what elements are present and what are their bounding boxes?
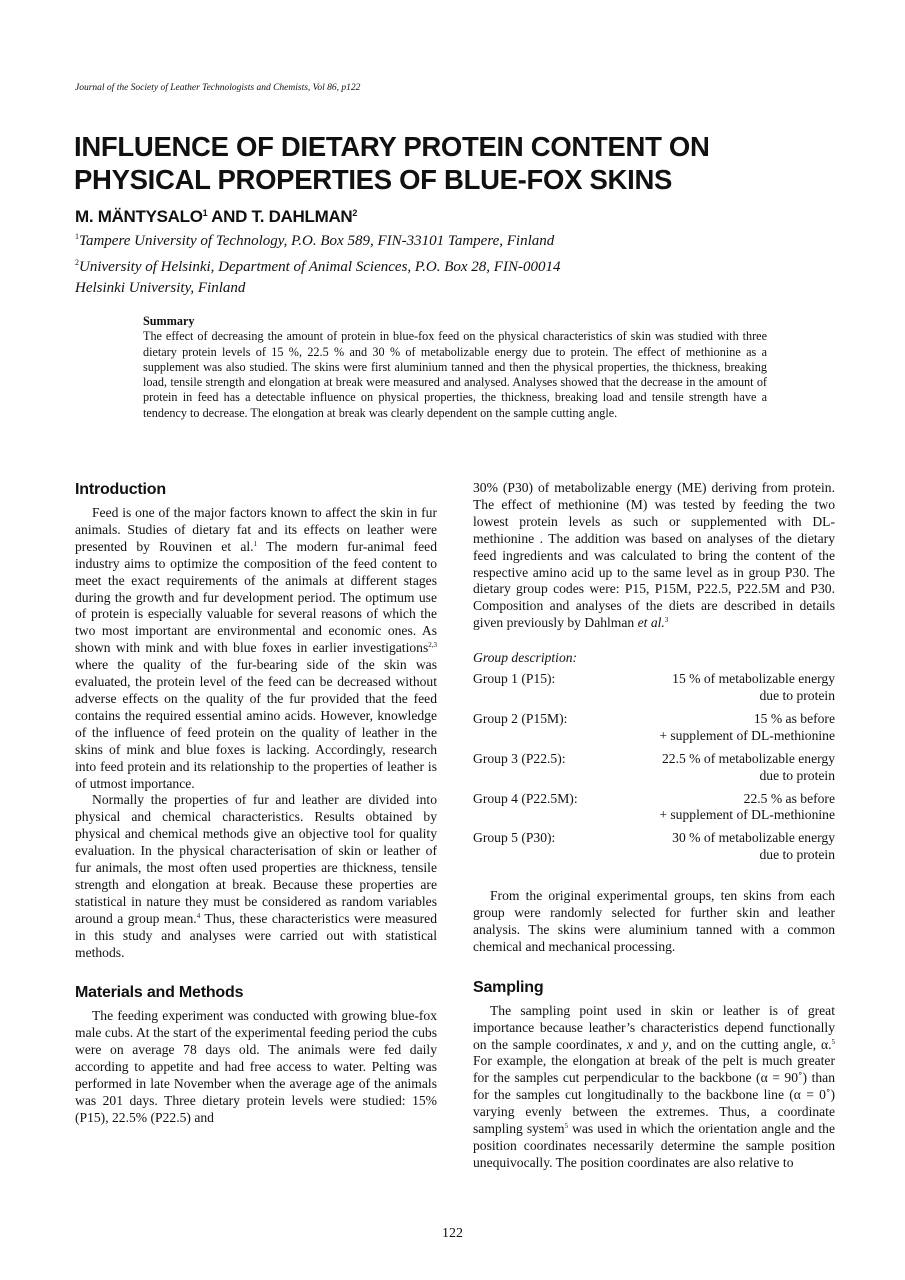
- title-line-1: INFLUENCE OF DIETARY PROTEIN CONTENT ON: [74, 131, 710, 162]
- intro-p1-text-c: where the quality of the fur-bearing side of the skin was evaluated, the protein level of the feed can be decreased without adverse effects on the quality of the fur provided that the feed contains the required essential amino acids. However, knowledge of the influence of feed protein on the quality of leather in the skins of mink and blue foxes is lacking. Accordingly, research into feed protein and its relationship to the properties of leather is of utmost importance.: [75, 657, 437, 791]
- affiliation-3: Helsinki University, Finland: [75, 280, 246, 296]
- group-desc-line: 22.5 % as before: [743, 790, 835, 806]
- affiliations: [75, 226, 560, 299]
- sampling-paragraph-1: [473, 1003, 835, 1172]
- group-desc-line: 15 % of metabolizable energy: [672, 671, 835, 687]
- sampling-text-and: and: [633, 1036, 663, 1052]
- methods-paragraph-1-continued: [473, 480, 835, 632]
- citation-ref: 5: [831, 1037, 835, 1046]
- author-2: AND T. DAHLMAN: [207, 207, 353, 226]
- affiliation-2-text: University of Helsinki, Department of Animal Sciences, P.O. Box 28, FIN-00014: [79, 259, 561, 275]
- affiliation-1: [75, 226, 560, 252]
- author-2-affil-mark: 2: [352, 208, 358, 218]
- authors: [75, 202, 357, 228]
- citation-ref: 5: [564, 1122, 569, 1131]
- group-list: [473, 671, 835, 864]
- methods-paragraph-2: From the original experimental groups, ten skins from each group were randomly selected for further skin and leather analysis. The skins were aluminium tanned with a common chemical and mechanical processing.: [473, 888, 835, 954]
- group-desc: [659, 711, 835, 745]
- left-column: [75, 480, 437, 1127]
- page-number: 122: [442, 1226, 463, 1241]
- intro-p2-text-b: Thus, these characteristics were measured in this study and analyses were carried out with statistical methods.: [75, 910, 437, 960]
- spacer: [473, 870, 835, 888]
- summary-text: The effect of decreasing the amount of protein in blue-fox feed on the physical characteristics of skin was studied with three dietary protein levels of 15 %, 22.5 % and 30 % of metabolizable energy due to protein. The effect of methionine as a supplement was also studied. The skins were first aluminium tanned and then the physical properties, the thickness, breaking load, tensile strength and elongation at break were measured and analysed. Analyses showed that the decrease in the amount of protein in feed has a detectable influence on physical properties, the thickness, breaking load and tensile strength have a tendency to decrease. The elongation at break was clearly dependent on the sample cutting angle.: [143, 329, 767, 420]
- group-name: Group 2 (P15M):: [473, 710, 568, 726]
- affiliation-2-mark: 2: [75, 258, 79, 267]
- citation-ref: 1: [253, 539, 258, 548]
- introduction-paragraph-2: [75, 792, 437, 961]
- methods-paragraph-1: The feeding experiment was conducted with growing blue-fox male cubs. At the start of the experimental feeding period the cubs were on average 78 days old. The animals were fed daily according to appetite and had free access to water. Pelting was performed in late November when the average age of the animals was 201 days. Three dietary protein levels were studied: 15% (P15), 22.5% (P22.5) and: [75, 1008, 437, 1125]
- affiliation-2: [75, 252, 560, 278]
- sampling-heading: Sampling: [473, 978, 544, 996]
- sampling-text-c: For example, the elongation at break of the pelt is much greater for the samples cut perpendicular to the backbone (α = 90˚) than for the samples cut longitudinally to the backbone line (α = 0˚) varying evenly between the extremes. Thus, a coordinate sampling system: [473, 1053, 835, 1137]
- running-head: Journal of the Society of Leather Technologists and Chemists, Vol 86, p122: [75, 83, 361, 93]
- intro-p1-text-b: The modern fur-animal feed industry aims to optimize the composition of the feed content to meet the exact requirements of the animals at different stages during the growth and fur development period. The optimum use of protein is especially valuable for several reasons of which the two most important are environmental and economic ones. As shown with mink and with blue foxes in earlier investigations: [75, 538, 437, 656]
- methods-p1-cont-text: 30% (P30) of metabolizable energy (ME) deriving from protein. The effect of methionine (M) was tested by feeding the two lowest protein levels as such or supplemented with DL-methionine . The addition was based on analyses of the dietary feed ingredients and was calculated to bring the content of the respective amino acid up to the same level as in group P30. The dietary group codes were: P15, P15M, P22.5, P22.5M and P30. Composition and analyses of the diets are described in details given previously by Dahlman: [473, 480, 835, 631]
- affiliation-1-mark: 1: [75, 232, 79, 241]
- group-row: [473, 671, 835, 705]
- group-desc-line: due to protein: [759, 847, 835, 863]
- group-row: [473, 711, 835, 745]
- citation-ref: 2,3: [428, 641, 437, 650]
- spacer: [75, 961, 437, 983]
- summary-heading: Summary: [143, 314, 195, 328]
- spacer: [473, 632, 835, 650]
- author-1-affil-mark: 1: [202, 208, 208, 218]
- methods-heading: Materials and Methods: [75, 984, 244, 1002]
- group-desc-line: 22.5 % of metabolizable energy: [661, 750, 835, 766]
- et-al: et al.: [637, 615, 665, 631]
- group-desc: [662, 751, 835, 785]
- group-desc-line: due to protein: [759, 767, 835, 783]
- group-name: Group 1 (P15):: [473, 671, 556, 687]
- group-desc-line: 30 % of metabolizable energy: [672, 830, 835, 846]
- group-desc-line: + supplement of DL-methionine: [659, 727, 835, 743]
- group-row: [473, 751, 835, 785]
- introduction-paragraph-1: [75, 505, 437, 792]
- sampling-text-d: was used in which the orientation angle and the position coordinates necessarily determine the sample position unequivocally. The position coordinates are also relative to: [473, 1121, 835, 1170]
- group-description-heading: Group description:: [473, 650, 578, 666]
- introduction-heading: Introduction: [75, 481, 166, 498]
- group-name: Group 3 (P22.5):: [473, 750, 566, 766]
- group-desc-line: 15 % as before: [753, 710, 835, 726]
- intro-p1-text-a: Feed is one of the major factors known to affect the skin in fur animals. Studies of dietary fat and its effects on leather were presented by Rouvinen et al.: [75, 505, 437, 554]
- group-desc-line: + supplement of DL-methionine: [659, 807, 835, 823]
- spacer: [473, 956, 835, 978]
- citation-ref: 3: [664, 616, 669, 625]
- title-line-2: PHYSICAL PROPERTIES OF BLUE-FOX SKINS: [74, 164, 673, 195]
- group-name: Group 5 (P30):: [473, 830, 556, 846]
- variable-x: x: [626, 1036, 634, 1052]
- intro-p2-text-a: Normally the properties of fur and leather are divided into physical and chemical characteristics. Results obtained by physical and chemical methods give an objective tool for quality evaluation. In the physical characterisation of skin or leather of fur animals, the most often used properties are thickness, tensile strength and elongation at break. Because these properties are statistical in nature they must be considered as random variables around a group mean.: [75, 792, 437, 926]
- author-1: M. MÄNTYSALO: [75, 207, 203, 226]
- sampling-text-b: , and on the cutting angle, α.: [668, 1036, 832, 1052]
- group-row: [473, 791, 835, 825]
- group-desc-line: due to protein: [759, 687, 835, 703]
- sampling-text-a: The sampling point used in skin or leather is of great importance because leather’s characteristics depend functionally on the sample coordinates,: [473, 1002, 835, 1052]
- citation-ref: 4: [196, 911, 201, 920]
- group-desc: [672, 830, 835, 864]
- group-row: [473, 830, 835, 864]
- group-desc: [672, 671, 835, 705]
- affiliation-1-text: Tampere University of Technology, P.O. Box 589, FIN-33101 Tampere, Finland: [79, 233, 555, 249]
- group-desc: [659, 791, 835, 825]
- summary-block: [143, 314, 767, 421]
- variable-y: y: [662, 1036, 669, 1052]
- article-title: [74, 130, 854, 196]
- right-column: [473, 480, 835, 1172]
- group-name: Group 4 (P22.5M):: [473, 790, 578, 806]
